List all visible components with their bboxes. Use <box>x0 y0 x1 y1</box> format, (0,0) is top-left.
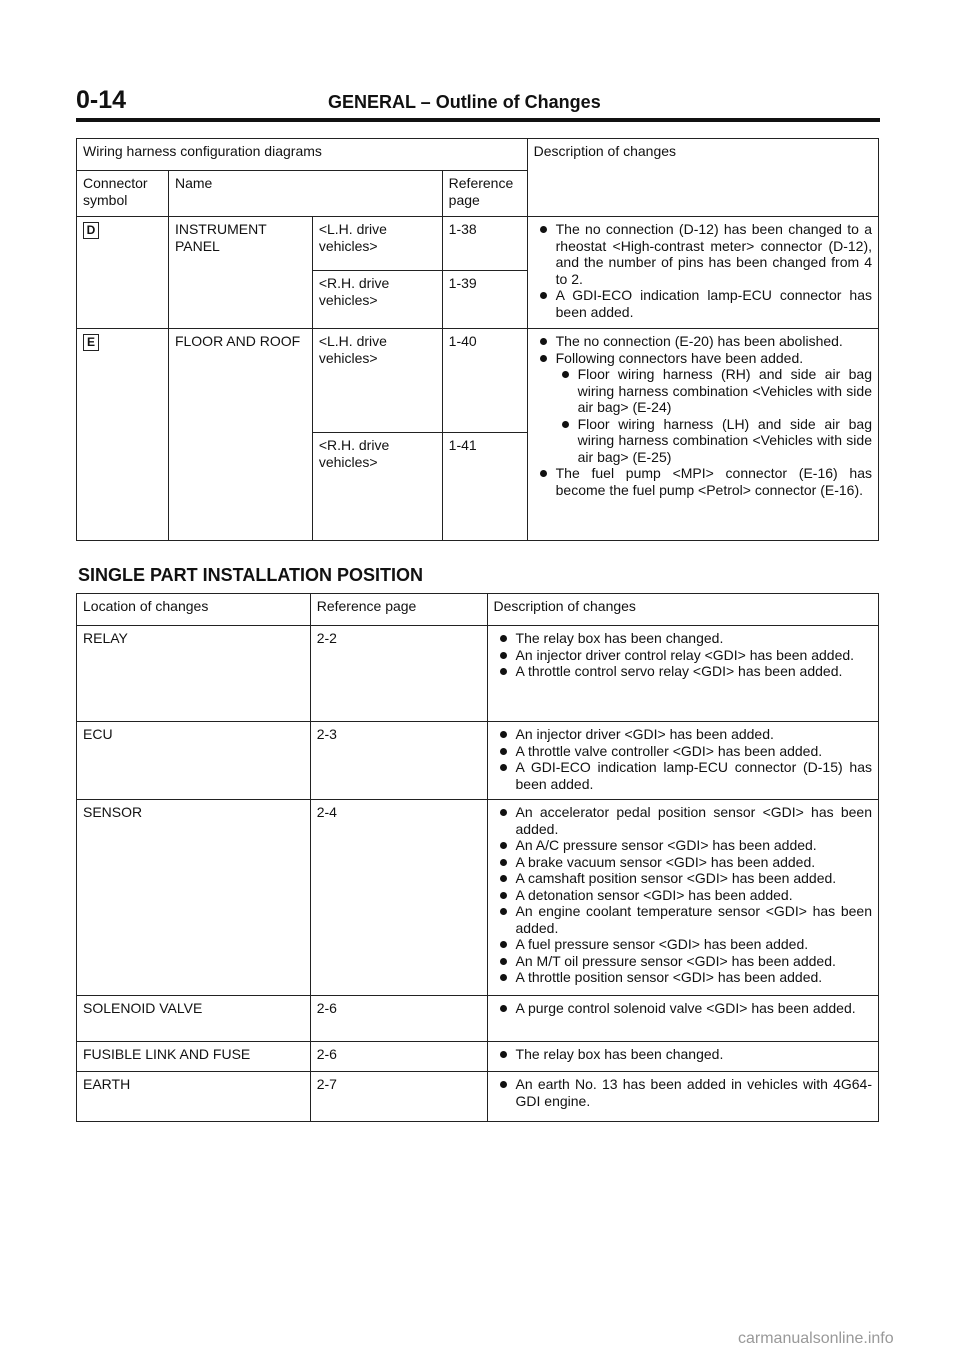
head-diagrams: Wiring harness configuration diagrams <box>77 139 528 171</box>
list-item: A GDI-ECO indication lamp-ECU connector has been added. <box>534 287 872 320</box>
description-cell <box>487 1072 878 1122</box>
head-connector-symbol: Connector symbol <box>77 171 169 217</box>
reference-page: 1-38 <box>442 217 527 271</box>
list-item: A throttle valve controller <GDI> has been added. <box>494 743 872 760</box>
list-item: An injector driver control relay <GDI> has been added. <box>494 647 872 664</box>
location-earth: EARTH <box>77 1072 311 1122</box>
list-item-text: Following connectors have been added. <box>555 349 804 366</box>
sub-list-item: Floor wiring harness (LH) and side air bag wiring harness combination <Vehicles with side air bag> (E-25) <box>556 416 872 466</box>
reference-page: 2-6 <box>310 996 487 1042</box>
list-item: An A/C pressure sensor <GDI> has been added. <box>494 837 872 854</box>
list-item: A fuel pressure sensor <GDI> has been added. <box>494 936 872 953</box>
drive-type: <L.H. drive vehicles> <box>312 217 442 271</box>
location-ecu: ECU <box>77 722 311 800</box>
watermark: carmanualsonline.info <box>738 1330 894 1347</box>
list-item: An M/T oil pressure sensor <GDI> has been added. <box>494 953 872 970</box>
list-item: A GDI-ECO indication lamp-ECU connector (D-15) has been added. <box>494 759 872 792</box>
list-item: An earth No. 13 has been added in vehicles with 4G64-GDI engine. <box>494 1076 872 1109</box>
list-item: A brake vacuum sensor <GDI> has been added. <box>494 854 872 871</box>
list-item: A throttle position sensor <GDI> has been added. <box>494 969 872 986</box>
head-reference-page: Reference page <box>310 594 487 626</box>
reference-page: 1-40 <box>442 329 527 433</box>
description-cell <box>487 722 878 800</box>
reference-page: 2-4 <box>310 800 487 996</box>
symbol-box: D <box>83 222 99 239</box>
reference-page: 1-41 <box>442 433 527 541</box>
description-cell <box>487 626 878 722</box>
section-title: SINGLE PART INSTALLATION POSITION <box>78 565 423 585</box>
head-location: Location of changes <box>77 594 311 626</box>
list-item: A throttle control servo relay <GDI> has been added. <box>494 663 872 680</box>
description-cell <box>487 996 878 1042</box>
list-item: The no connection (E-20) has been abolished. <box>534 333 872 350</box>
reference-page: 2-7 <box>310 1072 487 1122</box>
reference-page: 2-2 <box>310 626 487 722</box>
list-item <box>534 350 872 466</box>
location-sensor: SENSOR <box>77 800 311 996</box>
sub-list-item: Floor wiring harness (RH) and side air bag wiring harness combination <Vehicles with side air bag> (E-24) <box>556 366 872 416</box>
list-item: A detonation sensor <GDI> has been added. <box>494 887 872 904</box>
reference-page: 1-39 <box>442 271 527 329</box>
location-relay: RELAY <box>77 626 311 722</box>
drive-type: <R.H. drive vehicles> <box>312 433 442 541</box>
description-cell <box>527 217 878 329</box>
list-item: The relay box has been changed. <box>494 1046 872 1063</box>
reference-page: 2-6 <box>310 1042 487 1072</box>
connector-symbol-d <box>77 217 169 329</box>
connector-symbol-e <box>77 329 169 541</box>
list-item: An injector driver <GDI> has been added. <box>494 726 872 743</box>
page-number: 0-14 <box>76 86 127 114</box>
description-cell <box>487 1042 878 1072</box>
list-item: A camshaft position sensor <GDI> has been added. <box>494 870 872 887</box>
head-reference-page: Reference page <box>442 171 527 217</box>
header-rule <box>76 118 880 122</box>
drive-type: <R.H. drive vehicles> <box>312 271 442 329</box>
list-item: The relay box has been changed. <box>494 630 872 647</box>
list-item: An accelerator pedal position sensor <GDI> has been added. <box>494 804 872 837</box>
list-item: The no connection (D-12) has been changed to a rheostat <High-contrast meter> connector (D-12), and the number of pins has been changed from 4 to 2. <box>534 221 872 287</box>
head-description: Description of changes <box>487 594 878 626</box>
list-item: A purge control solenoid valve <GDI> has been added. <box>494 1000 872 1017</box>
name-instrument-panel: INSTRUMENT PANEL <box>168 217 312 329</box>
head-description: Description of changes <box>527 139 878 217</box>
symbol-box: E <box>83 334 99 351</box>
list-item: The fuel pump <MPI> connector (E-16) has become the fuel pump <Petrol> connector (E-16). <box>534 465 872 498</box>
description-cell <box>527 329 878 541</box>
description-cell <box>487 800 878 996</box>
drive-type: <L.H. drive vehicles> <box>312 329 442 433</box>
page-header <box>76 84 880 118</box>
list-item: An engine coolant temperature sensor <GDI> has been added. <box>494 903 872 936</box>
head-name: Name <box>168 171 442 217</box>
location-fusible-link: FUSIBLE LINK AND FUSE <box>77 1042 311 1072</box>
location-solenoid-valve: SOLENOID VALVE <box>77 996 311 1042</box>
single-part-table <box>76 593 879 1122</box>
name-floor-and-roof: FLOOR AND ROOF <box>168 329 312 541</box>
page-title: GENERAL – Outline of Changes <box>328 92 601 112</box>
wiring-harness-table <box>76 138 879 541</box>
reference-page: 2-3 <box>310 722 487 800</box>
